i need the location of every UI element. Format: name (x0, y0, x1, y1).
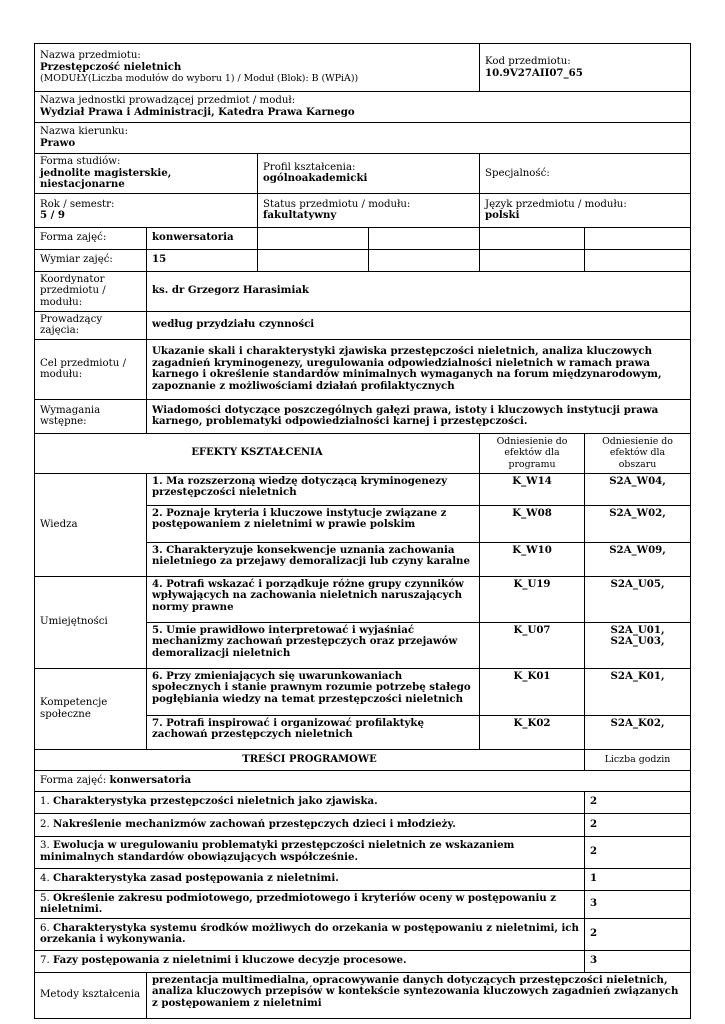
coordinator-value: ks. dr Grzegorz Harasimiak (147, 271, 691, 311)
status-cell (258, 193, 480, 227)
study-form-value: jednolite magisterskie, niestacjonarne (40, 166, 172, 191)
content-header: TREŚCI PROGRAMOWE (35, 749, 585, 770)
language-value: polski (485, 209, 520, 222)
status-value: fakultatywny (263, 209, 337, 222)
outcome-program-ref: K_W14 (480, 473, 585, 505)
hours-value: 15 (147, 249, 258, 271)
content-item-num: 2. (40, 818, 50, 830)
program-ref-header: Odniesienie do efektów dla programu (480, 433, 585, 473)
specialty-cell (480, 154, 691, 194)
subject-row (35, 44, 691, 92)
hours-empty-3 (480, 249, 585, 271)
class-form-empty-2 (369, 227, 480, 249)
class-form-empty-1 (258, 227, 369, 249)
class-form-value: konwersatoria (147, 227, 258, 249)
goal-row (35, 339, 691, 399)
content-item-hours: 2 (585, 791, 691, 813)
specialty-label: Specjalność: (485, 167, 550, 179)
outcome-group-label: Wiedza (35, 473, 147, 576)
goal-value: Ukazanie skali i charakterystyki zjawiska przestępczości nieletnich, analiza kluczowych zagadnień kryminogenezy, uregulowania odpowiedzialności nieletnich w ramach prawa karnego i określenie standardów minimalnych wymaganych na forum międzynarodowym, zapoznanie z możliwościami działań profilaktycznych (147, 339, 691, 399)
goal-label: Cel przedmiotu / modułu: (35, 339, 147, 399)
class-form-label: Forma zajęć: (35, 227, 147, 249)
subject-name-label: Nazwa przedmiotu: (40, 50, 141, 62)
outcome-program-ref: K_U19 (480, 576, 585, 622)
outcome-program-ref: K_U07 (480, 622, 585, 668)
methods-row (35, 972, 691, 1018)
prerequisites-row (35, 399, 691, 433)
study-form-cell (35, 154, 258, 194)
outcomes-header-row (35, 433, 691, 473)
content-item-row (35, 836, 691, 868)
field-row (35, 123, 691, 154)
outcome-row (35, 668, 691, 715)
unit-label: Nazwa jednostki prowadzącej przedmiot / moduł: (40, 95, 296, 107)
field-cell (35, 123, 691, 154)
subject-code: 10.9V27AII07_65 (485, 66, 583, 79)
subject-name: Przestępczość nieletnich (40, 60, 182, 73)
content-item (35, 950, 585, 972)
content-item-num: 4. (40, 873, 50, 885)
hours-row (35, 249, 691, 271)
outcome-text: 1. Ma rozszerzoną wiedzę dotyczącą kryminogenezy przestępczości nieletnich (147, 473, 480, 505)
study-form-row (35, 154, 691, 194)
outcome-area-ref: S2A_W02, (585, 505, 691, 542)
content-form-label: Forma zajęć: (40, 774, 107, 786)
instructor-label: Prowadzący zajęcia: (35, 311, 147, 339)
outcome-area-ref: S2A_W04, (585, 473, 691, 505)
subject-code-cell (480, 44, 691, 92)
prerequisites-value: Wiadomości dotyczące poszczególnych gałęzi prawa, istoty i kluczowych instytucji prawa karnego, problematyki odpowiedzialności karnej i przestępczości. (147, 399, 691, 433)
content-item-hours: 3 (585, 890, 691, 918)
content-item-row (35, 918, 691, 950)
content-item-hours: 3 (585, 950, 691, 972)
outcome-text: 4. Potrafi wskazać i porządkuje różne grupy czynników wpływających na zachowania nieletnich naruszających normy prawne (147, 576, 480, 622)
content-item-text: Ewolucja w uregulowaniu problematyki przestępczości nieletnich ze wskazaniem minimalnych standardów obowiązujących współcześnie. (40, 839, 515, 864)
year-cell (35, 193, 258, 227)
profile-label: Profil kształcenia: (263, 161, 356, 173)
outcome-program-ref: K_K02 (480, 715, 585, 749)
content-item-num: 3. (40, 840, 50, 852)
unit-value: Wydział Prawa i Administracji, Katedra Prawa Karnego (40, 106, 355, 118)
outcome-text: 7. Potrafi inspirować i organizować profilaktykę zachowań przestępczych nieletnich (147, 715, 480, 749)
content-item (35, 868, 585, 890)
content-item-hours: 1 (585, 868, 691, 890)
content-hours-header: Liczba godzin (585, 749, 691, 770)
year-row (35, 193, 691, 227)
content-item (35, 890, 585, 918)
content-item (35, 918, 585, 950)
content-item-hours: 2 (585, 918, 691, 950)
outcome-area-ref: S2A_W09, (585, 542, 691, 576)
unit-cell (35, 92, 691, 123)
outcome-text: 5. Umie prawidłowo interpretować i wyjaśniać mechanizmy zachowań przestępczych oraz przejawów demoralizacji nieletnich (147, 622, 480, 668)
content-item (35, 791, 585, 813)
outcomes-header: EFEKTY KSZTAŁCENIA (35, 433, 480, 473)
content-item-row (35, 868, 691, 890)
content-item-hours: 2 (585, 813, 691, 836)
outcome-text: 6. Przy zmieniających się uwarunkowaniach społecznych i stanie prawnym rozumie potrzebę stałego pogłębiania wiedzy na temat przestępczości nieletnich (147, 668, 480, 715)
hours-empty-4 (585, 249, 691, 271)
content-item-num: 1. (40, 796, 50, 808)
content-item-row (35, 791, 691, 813)
content-item (35, 836, 585, 868)
content-item-row (35, 950, 691, 972)
hours-empty-1 (258, 249, 369, 271)
content-item-num: 5. (40, 892, 50, 904)
profile-value: ogólnoakademicki (263, 172, 368, 185)
unit-row (35, 92, 691, 123)
outcome-area-ref: S2A_U01, S2A_U03, (585, 622, 691, 668)
content-item-hours: 2 (585, 836, 691, 868)
content-item-text: Określenie zakresu podmiotowego, przedmiotowego i kryteriów oceny w postępowaniu z nieletnimi. (40, 891, 557, 916)
methods-value: prezentacja multimedialna, opracowywanie danych dotyczących przestępczości nieletnich, analiza kluczowych przepisów w kontekście syntezowania kluczowych zagadnień związanych z postępowaniem z nieletnimi (147, 972, 691, 1018)
outcome-area-ref: S2A_K01, (585, 668, 691, 715)
methods-label: Metody kształcenia (35, 972, 147, 1018)
hours-empty-2 (369, 249, 480, 271)
subject-code-label: Kod przedmiotu: (485, 55, 571, 67)
content-item (35, 813, 585, 836)
field-label: Nazwa kierunku: (40, 126, 129, 138)
language-label: Język przedmiotu / modułu: (485, 198, 627, 210)
prerequisites-label: Wymagania wstępne: (35, 399, 147, 433)
study-form-label: Forma studiów: (40, 156, 121, 167)
class-form-empty-4 (585, 227, 691, 249)
content-form-value: konwersatoria (109, 773, 192, 786)
content-item-row (35, 890, 691, 918)
outcome-program-ref: K_K01 (480, 668, 585, 715)
hours-label: Wymiar zajęć: (35, 249, 147, 271)
instructor-row (35, 311, 691, 339)
coordinator-label: Koordynator przedmiotu / modułu: (35, 271, 147, 311)
class-form-row (35, 227, 691, 249)
content-item-text: Fazy postępowania z nieletnimi i kluczowe decyzje procesowe. (52, 954, 407, 967)
outcome-program-ref: K_W10 (480, 542, 585, 576)
content-form-cell (35, 770, 691, 791)
content-item-text: Charakterystyka zasad postępowania z nieletnimi. (52, 872, 339, 885)
instructor-value: według przydziału czynności (147, 311, 691, 339)
subject-module-info: (MODUŁY(Liczba modułów do wyboru 1) / Moduł (Blok): B (WPiA)) (40, 73, 359, 85)
content-header-row (35, 749, 691, 770)
content-form-row (35, 770, 691, 791)
content-item-num: 7. (40, 955, 50, 967)
subject-name-cell (35, 44, 480, 92)
field-value: Prawo (40, 137, 76, 149)
status-label: Status przedmiotu / modułu: (263, 198, 411, 210)
outcome-text: 3. Charakteryzuje konsekwencje uznania zachowania nieletniego za przejawy demoralizacji lub czyny karalne (147, 542, 480, 576)
outcome-row (35, 576, 691, 622)
content-item-num: 6. (40, 922, 50, 934)
outcome-row (35, 473, 691, 505)
area-ref-header: Odniesienie do efektów dla obszaru (585, 433, 691, 473)
syllabus-table (34, 43, 691, 1019)
content-item-text: Nakreślenie mechanizmów zachowań przestępczych dzieci i młodzieży. (52, 817, 456, 830)
year-label: Rok / semestr: (40, 198, 115, 210)
class-form-empty-3 (480, 227, 585, 249)
outcome-group-label: Kompetencje społeczne (35, 668, 147, 749)
language-cell (480, 193, 691, 227)
content-item-row (35, 813, 691, 836)
outcome-area-ref: S2A_U05, (585, 576, 691, 622)
coordinator-row (35, 271, 691, 311)
outcome-group-label: Umiejętności (35, 576, 147, 668)
outcome-text: 2. Poznaje kryteria i kluczowe instytucje związane z postępowaniem z nieletnimi w prawie polskim (147, 505, 480, 542)
profile-cell (258, 154, 480, 194)
content-item-text: Charakterystyka systemu środków możliwych do orzekania w postępowaniu z nieletnimi, ich orzekania i wykonywania. (40, 921, 579, 946)
outcome-program-ref: K_W08 (480, 505, 585, 542)
content-item-text: Charakterystyka przestępczości nieletnich jako zjawiska. (52, 795, 378, 808)
year-value: 5 / 9 (40, 209, 65, 222)
syllabus-page (34, 43, 690, 1019)
outcome-area-ref: S2A_K02, (585, 715, 691, 749)
